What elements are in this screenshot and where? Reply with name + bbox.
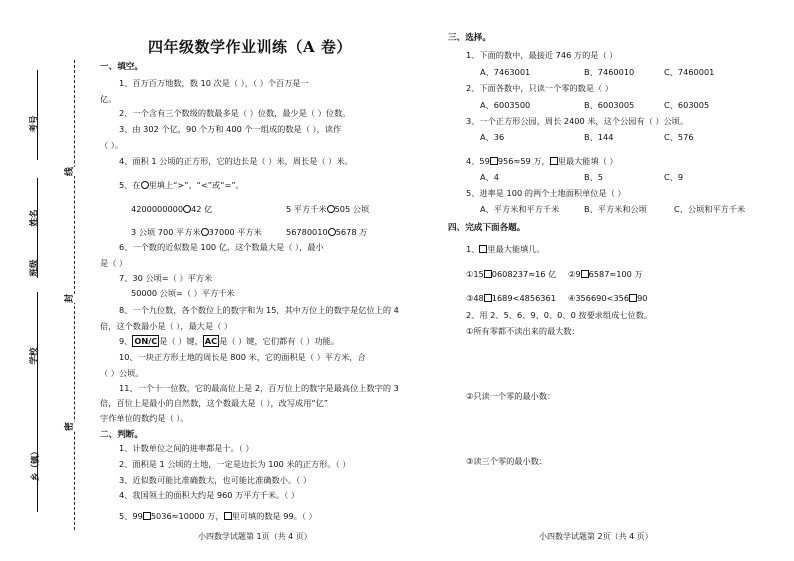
question-10-cont: （ ）公顷。 xyxy=(100,368,144,378)
choice-3-option-b: B、144 xyxy=(584,132,614,142)
blank-box xyxy=(143,512,151,520)
township-label: 乡（镇） xyxy=(31,446,42,482)
page-title: 四年级数学作业训练（A 卷） xyxy=(148,38,352,56)
choice-3-option-c: C、576 xyxy=(664,132,694,142)
choice-3-option-a: A、36 xyxy=(480,132,505,142)
section-complete: 四、完成下面各题。 xyxy=(448,223,526,233)
choice-2-option-a: A、6003500 xyxy=(480,100,531,110)
choice-2: 2、下面各数中，只读一个零的数是（ ） xyxy=(466,83,613,93)
question-11: 11、一个十一位数，它的最高位上是 2，百万位上的数字是最高位上数字的 3 xyxy=(119,383,399,393)
compare-circle xyxy=(141,181,149,189)
judgement-1: 1、计数单位之间的进率都是十。（ ） xyxy=(119,443,254,453)
question-3-cont: （ ）。 xyxy=(100,140,124,150)
task-2-part-3: ③读三个零的最小数： xyxy=(466,456,548,466)
task-1: 1、 里最大能填几。 xyxy=(466,244,545,254)
task-1-item-2: ②9 6587≈100 万 xyxy=(568,269,643,279)
choice-4: 4、59 956≈59 万， 里最大能填（ ） xyxy=(466,156,618,166)
blank-box xyxy=(490,157,498,165)
choice-5-option-b: B、平方米和公顷 xyxy=(584,204,647,214)
section-fill-blanks: 一、填空。 xyxy=(100,62,143,72)
choice-3: 3、一个正方形公园，周长 2400 米，这个公园有（ ）公顷。 xyxy=(466,116,689,126)
question-10: 10、一块正方形土地的周长是 800 米，它的面积是（ ）平方米，合 xyxy=(119,352,366,362)
page-footer-right: 小四数学试题第 2页（共 4 页） xyxy=(539,532,653,541)
question-11-cont: 倍，百位上是最小的自然数，这个数最大是（ ），改写成用“亿” xyxy=(100,398,329,408)
question-5b: 5 平方千米 505 公顷 xyxy=(286,204,370,214)
choice-5-option-c: C、公顷和平方千米 xyxy=(674,204,746,214)
question-5c: 3 公顷 700 平方米 37000 平方米 xyxy=(131,227,262,237)
class-label: 班级 xyxy=(29,259,40,277)
ac-key: AC xyxy=(204,336,218,346)
question-2: 2、一个含有三个数级的数最多是（ ）位数，最少是（ ）位数。 xyxy=(119,108,351,118)
compare-circle xyxy=(201,228,209,236)
seal-char-seal: 封 xyxy=(62,294,75,303)
question-6-cont: 是（ ） xyxy=(100,258,128,268)
question-5a: 4200000000 42 亿 xyxy=(131,204,213,214)
page-footer-left: 小四数学试题第 1页（共 4 页） xyxy=(198,532,312,541)
task-1-item-3: ③48 1689<4856361 xyxy=(466,293,556,303)
judgement-2: 2、面积是 1 公顷的土地，一定是边长为 100 米的正方形。（ ） xyxy=(119,459,351,469)
judgement-3: 3、近似数可能比准确数大，也可能比准确数小。（ ） xyxy=(119,475,312,485)
choice-5: 5、进率是 100 的两个土地面积单位是（ ） xyxy=(466,188,626,198)
question-3: 3、由 302 个亿，90 个万和 400 个一组成的数是（ ），读作 xyxy=(119,124,342,134)
blank-box xyxy=(484,270,492,278)
choice-2-option-b: B、6003005 xyxy=(584,100,635,110)
blank-box xyxy=(484,294,492,302)
compare-circle xyxy=(327,205,335,213)
judgement-4: 4、我国领土的面积大约是 960 万平方千米。（ ） xyxy=(119,490,300,500)
task-2: 2、用 2、5、6、9、0、0、0 按要求组成七位数。 xyxy=(466,310,653,320)
section-judgement: 二、判断。 xyxy=(100,430,143,440)
judgement-5: 5、99 5036≈10000 万， 里可填的数是 99。（ ） xyxy=(119,511,317,521)
choice-1-option-a: A、7463001 xyxy=(480,67,531,77)
question-8: 8、一个九位数，各个数位上的数字和为 15，其中万位上的数字是亿位上的 4 xyxy=(119,305,399,315)
seal-char-secret: 密 xyxy=(62,422,75,431)
choice-1: 1、下面的数中，最接近 746 万的是（ ） xyxy=(466,50,618,60)
section-choice: 三、选择。 xyxy=(448,33,491,43)
question-7b: 50000 公顷=（ ）平方千米 xyxy=(131,288,235,298)
task-1-item-1: ①15 0608237≈16 亿 xyxy=(466,269,557,279)
choice-2-option-c: C、603005 xyxy=(664,100,710,110)
question-6: 6、一个数的近似数是 100 亿，这个数最大是（ ），最小 xyxy=(119,242,324,252)
on-c-key: ON/C xyxy=(134,336,158,346)
blank-box xyxy=(550,157,558,165)
school-label: 学校 xyxy=(29,347,40,365)
exam-number-label: 考号 xyxy=(29,115,40,133)
task-1-item-4: ④356690<356 90 xyxy=(568,293,648,303)
blank-box xyxy=(581,270,589,278)
question-5d: 56780010 5678 万 xyxy=(286,227,368,237)
question-7: 7、30 公顷=（ ）平方米 xyxy=(119,273,213,283)
task-2-part-1: ①所有零都不读出来的最大数： xyxy=(466,326,580,336)
seal-char-line: 线 xyxy=(62,167,75,176)
task-2-part-2: ②只读一个零的最小数： xyxy=(466,391,556,401)
choice-1-option-c: C、7460001 xyxy=(664,67,715,77)
compare-circle xyxy=(328,228,336,236)
name-label: 姓名 xyxy=(29,209,40,227)
choice-5-option-a: A、平方米和平方千米 xyxy=(480,204,560,214)
question-4: 4、面积 1 公顷的正方形，它的边长是（ ）米，周长是（ ）米。 xyxy=(119,156,353,166)
choice-4-option-a: A、4 xyxy=(480,172,499,182)
question-11-cont2: 字作单位的数约是（ ）。 xyxy=(100,413,189,423)
blank-box xyxy=(629,294,637,302)
question-5: 5、在 里填上“>”、“<”或“=”。 xyxy=(119,180,244,190)
question-1-cont: 亿。 xyxy=(100,94,117,104)
choice-4-option-c: C、9 xyxy=(664,172,684,182)
question-8-cont: 倍，这个数最小是（ ），最大是（ ） xyxy=(100,321,233,331)
compare-circle xyxy=(183,205,191,213)
question-9: 9、 ON/C 是（ ）键， AC 是（ ）键，它们都有（ ）功能。 xyxy=(119,336,339,346)
blank-box xyxy=(224,512,232,520)
choice-1-option-b: B、7460010 xyxy=(584,67,635,77)
question-1: 1、百万百万地数，数 10 次是（ ），（ ）个百万是一 xyxy=(119,78,309,88)
choice-4-option-b: B、5 xyxy=(584,172,604,182)
